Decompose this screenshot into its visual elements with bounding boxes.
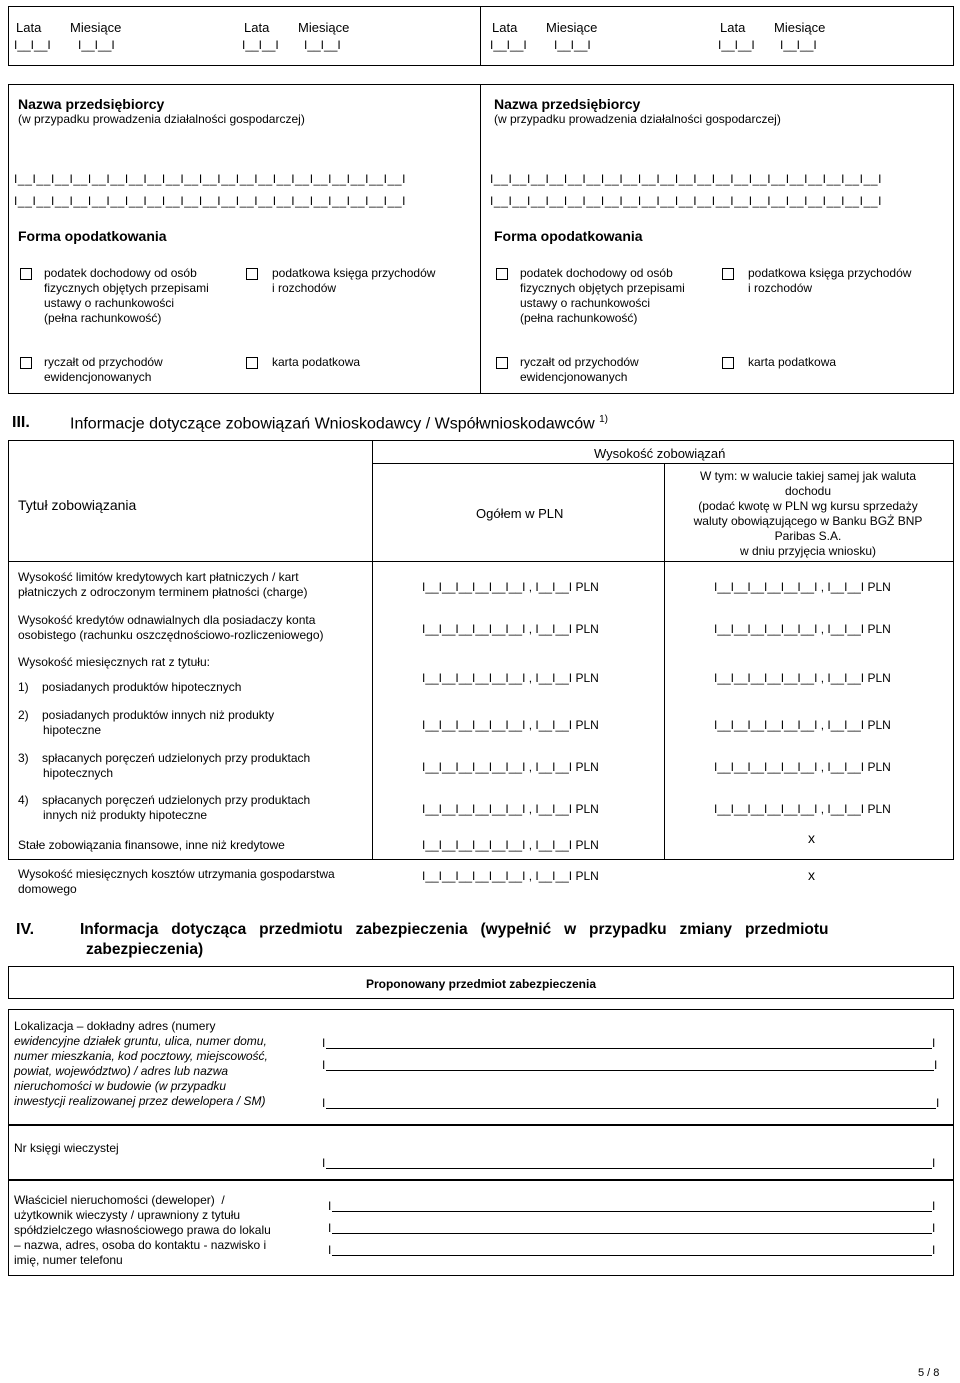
row-revolving-total[interactable]: I__I__I__I__I__I__I , I__I__I PLN [422,622,599,636]
col-group-header: Wysokość zobowiązań [594,446,726,461]
row-mortgage: Wysokość miesięcznych rat z tytułu: 1) posiadanych produktów hipotecznych [18,655,242,694]
owner-field-2-start: I [328,1221,332,1235]
location-field-3-start: I [322,1096,326,1110]
label-lata-2: Lata [244,20,270,35]
section3-number: III. [12,414,30,431]
land-register-label: Nr księgi wieczystej [14,1141,119,1155]
opt-income-tax-left: podatek dochodowy od osób fizycznych objętych przepisami ustawy o rachunkowości (pełna rachunkowość) [44,266,209,325]
section3-title: Informacje dotyczące zobowiązań Wnioskodawcy / Współwnioskodawców $^{1)}$ [70,414,609,433]
col-total-header: Ogółem w PLN [476,506,564,521]
opt-lump-left: ryczałt od przychodów ewidencjonowanych [44,355,163,384]
row-non-mortgage: 2) posiadanych produktów innych niż produkty hipoteczne [18,708,275,737]
collateral-header: Proponowany przedmiot zabezpieczenia [365,977,597,991]
location-field-1[interactable] [326,1048,932,1049]
owner-field-1-start: I [328,1199,332,1213]
years-field-2[interactable]: I__I__I [242,38,279,52]
location-field-2-end: I [934,1058,938,1072]
tax-title-left: Forma opodatkowania [18,228,167,244]
section4-title-2: zabezpieczenia) [86,941,204,958]
land-register-field-end: I [932,1156,936,1170]
row-guarantee-mortgage-total[interactable]: I__I__I__I__I__I__I , I__I__I PLN [422,760,599,774]
company-name-field-left-1[interactable]: I__I__I__I__I__I__I__I__I__I__I__I__I__I__I__I__I__I__I__I__I__I [14,172,407,186]
opt-card-right: karta podatkowa [748,355,837,369]
row-card-limits-total[interactable]: I__I__I__I__I__I__I , I__I__I PLN [422,580,599,594]
owner-field-3-end: I [932,1243,936,1257]
opt-ledger-right: podatkowa księga przychodów i rozchodów [748,266,912,295]
opt-lump-right: ryczałt od przychodów ewidencjonowanych [520,355,639,384]
row-non-mortgage-total[interactable]: I__I__I__I__I__I__I , I__I__I PLN [422,718,599,732]
checkbox-ledger-left[interactable] [246,268,258,280]
checkbox-card-right[interactable] [722,357,734,369]
row-living-costs-total[interactable]: I__I__I__I__I__I__I , I__I__I PLN [422,869,599,883]
owner-field-1-end: I [932,1199,936,1213]
checkbox-lump-left[interactable] [20,357,32,369]
company-sub-right: (w przypadku prowadzenia działalności gospodarczej) [494,112,781,126]
row-guarantee-other: 4) spłacanych poręczeń udzielonych przy produktach innych niż produkty hipoteczne [18,793,311,822]
section4-number: IV. [16,921,35,938]
checkbox-card-left[interactable] [246,357,258,369]
col-title-header: Tytuł zobowiązania [18,497,137,513]
location-label: Lokalizacja – dokładny adres (numery ewidencyjne działek gruntu, ulica, numer domu, numer mieszkania, kod pocztowy, miejscowość, powiat, województwo) / adres lub nazwa nieruchomości w budowie (w przypadku inwestycji realizowanej przez dewelopera / SM) [14,1019,268,1108]
owner-field-3-start: I [328,1243,332,1257]
row-non-mortgage-currency[interactable]: I__I__I__I__I__I__I , I__I__I PLN [714,718,891,732]
opt-income-tax-right: podatek dochodowy od osób fizycznych objętych przepisami ustawy o rachunkowości (pełna rachunkowość) [520,266,685,325]
row-living-costs-x: x [808,867,815,883]
row-living-costs: Wysokość miesięcznych kosztów utrzymania gospodarstwa domowego [18,867,335,896]
row-card-limits: Wysokość limitów kredytowych kart płatniczych / kart płatniczych z odroczonym terminem płatności (charge) [18,570,308,599]
months-field-4[interactable]: I__I__I [780,38,817,52]
company-sub-left: (w przypadku prowadzenia działalności gospodarczej) [18,112,305,126]
row-mortgage-currency[interactable]: I__I__I__I__I__I__I , I__I__I PLN [714,671,891,685]
location-field-1-end: I [932,1036,936,1050]
location-field-3-end: I [936,1096,940,1110]
years-field-3[interactable]: I__I__I [490,38,527,52]
location-field-3[interactable] [326,1108,936,1109]
section4-title-1: Informacja dotycząca przedmiotu zabezpieczenia (wypełnić w przypadku zmiany przedmiotu [80,921,829,938]
company-name-field-right-2[interactable]: I__I__I__I__I__I__I__I__I__I__I__I__I__I__I__I__I__I__I__I__I__I [490,194,883,208]
opt-ledger-left: podatkowa księga przychodów i rozchodów [272,266,436,295]
label-miesiace-2: Miesiące [298,20,350,35]
checkbox-income-tax-right[interactable] [496,268,508,280]
checkbox-ledger-right[interactable] [722,268,734,280]
location-field-2-start: I [322,1058,326,1072]
checkbox-lump-right[interactable] [496,357,508,369]
owner-field-2-end: I [932,1221,936,1235]
company-name-field-left-2[interactable]: I__I__I__I__I__I__I__I__I__I__I__I__I__I__I__I__I__I__I__I__I__I [14,194,407,208]
location-field-2[interactable] [326,1070,934,1071]
row-guarantee-other-currency[interactable]: I__I__I__I__I__I__I , I__I__I PLN [714,802,891,816]
company-title-right: Nazwa przedsiębiorcy [494,96,641,112]
page-number: 5 / 8 [918,1367,940,1379]
tax-title-right: Forma opodatkowania [494,228,643,244]
label-miesiace-1: Miesiące [70,20,122,35]
row-guarantee-mortgage-currency[interactable]: I__I__I__I__I__I__I , I__I__I PLN [714,760,891,774]
row-guarantee-other-total[interactable]: I__I__I__I__I__I__I , I__I__I PLN [422,802,599,816]
col-currency-header: W tym: w walucie takiej samej jak waluta dochodu (podać kwotę w PLN wg kursu sprzedaży waluty obowiązującego w Banku BGŻ BNP Paribas S.A. w dniu przyjęcia wniosku) [693,469,923,558]
row-mortgage-total[interactable]: I__I__I__I__I__I__I , I__I__I PLN [422,671,599,685]
label-miesiace-3: Miesiące [546,20,598,35]
owner-field-3[interactable] [332,1255,932,1256]
label-lata-4: Lata [720,20,746,35]
years-field-1[interactable]: I__I__I [14,38,51,52]
label-lata-3: Lata [492,20,518,35]
owner-field-2[interactable] [332,1233,932,1234]
months-field-3[interactable]: I__I__I [554,38,591,52]
location-field-1-start: I [322,1036,326,1050]
years-field-4[interactable]: I__I__I [718,38,755,52]
row-fixed-obligations: Stałe zobowiązania finansowe, inne niż kredytowe [18,838,285,852]
row-revolving: Wysokość kredytów odnawialnych dla posiadaczy konta osobistego (rachunku oszczędnościowo-rozliczeniowego) [18,613,324,642]
months-field-1[interactable]: I__I__I [78,38,115,52]
company-title-left: Nazwa przedsiębiorcy [18,96,165,112]
row-card-limits-currency[interactable]: I__I__I__I__I__I__I , I__I__I PLN [714,580,891,594]
checkbox-income-tax-left[interactable] [20,268,32,280]
land-register-box [8,1125,954,1180]
owner-label: Właściciel nieruchomości (deweloper) / użytkownik wieczysty / uprawniony z tytułu spółdzielczego własnościowego prawa do lokalu – nazwa, adres, osoba do kontaktu - nazwisko i imię, numer telefonu [14,1193,271,1267]
label-lata-1: Lata [16,20,42,35]
months-field-2[interactable]: I__I__I [304,38,341,52]
row-revolving-currency[interactable]: I__I__I__I__I__I__I , I__I__I PLN [714,622,891,636]
company-name-field-right-1[interactable]: I__I__I__I__I__I__I__I__I__I__I__I__I__I__I__I__I__I__I__I__I__I [490,172,883,186]
land-register-field-start: I [322,1156,326,1170]
row-fixed-obligations-total[interactable]: I__I__I__I__I__I__I , I__I__I PLN [422,838,599,852]
top-table [8,6,954,66]
land-register-field[interactable] [326,1168,932,1169]
owner-field-1[interactable] [332,1211,932,1212]
row-guarantee-mortgage: 3) spłacanych poręczeń udzielonych przy produktach hipotecznych [18,751,311,780]
opt-card-left: karta podatkowa [272,355,361,369]
label-miesiace-4: Miesiące [774,20,826,35]
row-fixed-obligations-x: x [808,830,815,846]
